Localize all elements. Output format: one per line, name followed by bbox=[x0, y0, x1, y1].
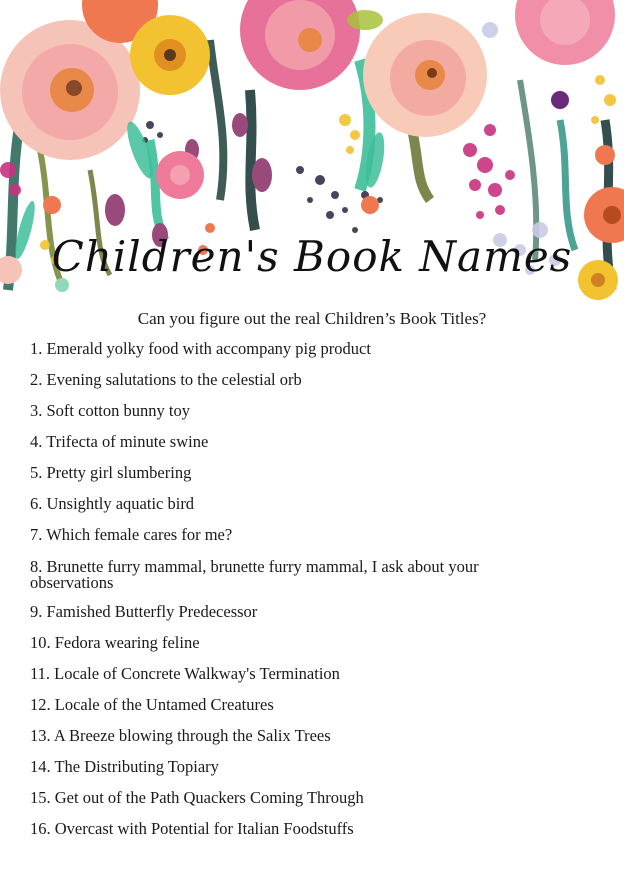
page-title: Children's Book Names bbox=[51, 232, 573, 281]
question-text: The Distributing Topiary bbox=[54, 757, 219, 776]
question-number: 13. bbox=[30, 726, 51, 745]
question-item bbox=[30, 820, 510, 851]
question-number: 14. bbox=[30, 757, 51, 776]
question-item bbox=[30, 371, 510, 402]
question-item bbox=[30, 495, 510, 526]
question-text: Soft cotton bunny toy bbox=[46, 401, 190, 420]
question-number: 6. bbox=[30, 494, 43, 513]
question-text: Pretty girl slumbering bbox=[46, 463, 192, 482]
question-item bbox=[30, 603, 510, 634]
question-text: Fedora wearing feline bbox=[54, 633, 200, 652]
question-number: 16. bbox=[30, 819, 51, 838]
question-number: 7. bbox=[30, 525, 43, 544]
question-item bbox=[30, 758, 510, 789]
question-number: 15. bbox=[30, 788, 51, 807]
question-text: Brunette furry mammal, brunette furry mammal, I ask about your observations bbox=[30, 557, 479, 592]
question-item bbox=[30, 727, 510, 758]
question-item bbox=[30, 696, 510, 727]
question-number: 11. bbox=[30, 664, 51, 683]
question-item bbox=[30, 634, 510, 665]
question-number: 3. bbox=[30, 401, 43, 420]
question-text: Trifecta of minute swine bbox=[46, 432, 209, 451]
question-text: Locale of the Untamed Creatures bbox=[54, 695, 274, 714]
question-item bbox=[30, 557, 510, 603]
question-number: 8. bbox=[30, 557, 43, 576]
page-subtitle: Can you figure out the real Children’s Book Titles? bbox=[137, 309, 487, 328]
question-item bbox=[30, 433, 510, 464]
question-number: 9. bbox=[30, 602, 43, 621]
question-number: 5. bbox=[30, 463, 43, 482]
question-text: Famished Butterfly Predecessor bbox=[46, 602, 258, 621]
question-number: 1. bbox=[30, 339, 43, 358]
question-number: 12. bbox=[30, 695, 51, 714]
question-text: Get out of the Path Quackers Coming Through bbox=[54, 788, 364, 807]
question-item bbox=[30, 402, 510, 433]
question-item bbox=[30, 665, 510, 696]
question-item bbox=[30, 464, 510, 495]
question-number: 10. bbox=[30, 633, 51, 652]
question-text: A Breeze blowing through the Salix Trees bbox=[53, 726, 331, 745]
question-text: Which female cares for me? bbox=[46, 525, 233, 544]
question-text: Overcast with Potential for Italian Foodstuffs bbox=[54, 819, 354, 838]
question-text: Locale of Concrete Walkway's Termination bbox=[54, 664, 340, 683]
question-list bbox=[30, 340, 510, 851]
question-text: Unsightly aquatic bird bbox=[46, 494, 195, 513]
question-item bbox=[30, 789, 510, 820]
question-item bbox=[30, 340, 510, 371]
question-item bbox=[30, 526, 510, 557]
question-text: Emerald yolky food with accompany pig product bbox=[46, 339, 371, 358]
question-text: Evening salutations to the celestial orb bbox=[46, 370, 302, 389]
question-number: 2. bbox=[30, 370, 43, 389]
question-number: 4. bbox=[30, 432, 43, 451]
